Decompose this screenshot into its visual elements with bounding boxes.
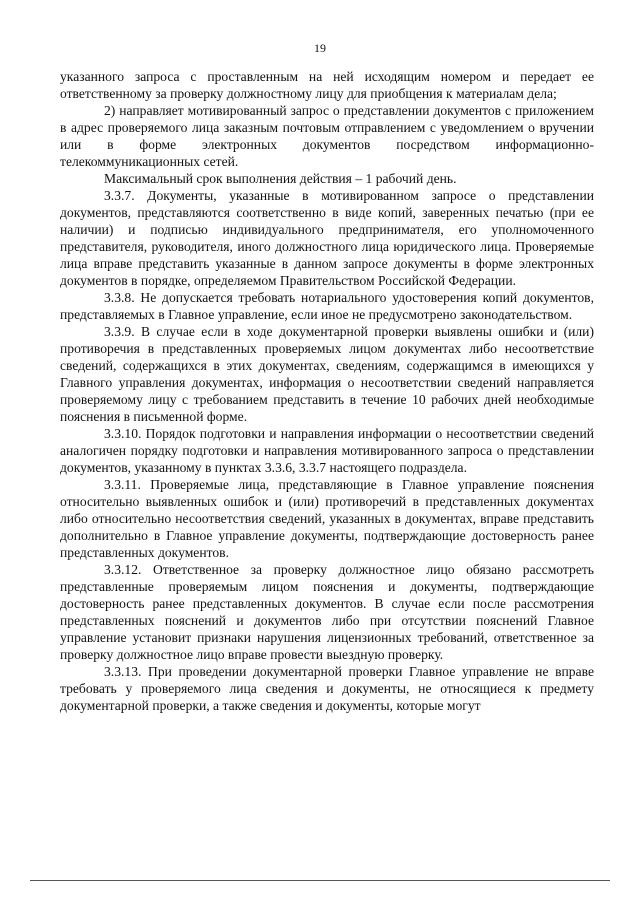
paragraph-max-duration: Максимальный срок выполнения действия – 1 рабочий день. — [104, 171, 457, 186]
paragraph-3-3-7: 3.3.7. Документы, указанные в мотивированном запросе о представлении документов, представляются соответственно в виде копий, заверенных печатью (при ее наличии) и подписью индивидуального предпринимателя, его уполномоченного представителя, руководителя, иного должностного лица юридического лица. Проверяемые лица вправе представить указанные в данном запросе документы в форме электронных документов в порядке, определяемом Правительством Российской Федерации. — [60, 188, 594, 288]
paragraph-3-3-13: 3.3.13. При проведении документарной проверки Главное управление не вправе требовать у проверяемого лица сведения и документы, не относящиеся к предмету документарной проверки, а также сведения и документы, которые могут — [60, 664, 594, 713]
paragraph-3-3-12: 3.3.12. Ответственное за проверку должностное лицо обязано рассмотреть представленные проверяемым лицом пояснения и документы, подтверждающие достоверность ранее представленных документов. В случае если после рассмотрения представленных пояснений и документов либо при отсутствии пояснений Главное управление установит признаки нарушения лицензионных требований, ответственное за проверку должностное лицо вправе провести выездную проверку. — [60, 562, 594, 662]
paragraph-3-3-8: 3.3.8. Не допускается требовать нотариального удостоверения копий документов, представляемых в Главное управление, если иное не предусмотрено законодательством. — [60, 290, 594, 322]
paragraph-3-3-11: 3.3.11. Проверяемые лица, представляющие в Главное управление пояснения относительно выявленных ошибок и (или) противоречий в представленных документах либо относительно несоответствия сведений, указанных в документах, вправе представить дополнительно в Главное управление документы, подтверждающие достоверность ранее представленных документов. — [60, 477, 594, 560]
document-body — [60, 68, 594, 714]
paragraph-continuation: указанного запроса с проставленным на ней исходящим номером и передает ее ответственному за проверку должностному лицу для приобщения к материалам дела; — [60, 69, 594, 101]
paragraph-3-3-10: 3.3.10. Порядок подготовки и направления информации о несоответствии сведений аналогичен порядку подготовки и направления мотивированного запроса о представлении документов, указанному в пунктах 3.3.6, 3.3.7 настоящего подраздела. — [60, 426, 594, 475]
page-number: 19 — [314, 41, 326, 55]
footer-divider — [30, 880, 610, 881]
paragraph-item-2: 2) направляет мотивированный запрос о представлении документов с приложением в адрес проверяемого лица заказным почтовым отправлением с уведомлением о вручении или в форме электронных документов посредством информационно-телекоммуникационных сетей. — [60, 103, 594, 169]
paragraph-3-3-9: 3.3.9. В случае если в ходе документарной проверки выявлены ошибки и (или) противоречия в представленных проверяемых лицом документах либо несоответствие сведений, содержащихся в этих документах, сведениям, содержащимся в имеющихся у Главного управления документах, информация о несоответствии сведений направляется проверяемому лицу с требованием представить в течение 10 рабочих дней необходимые пояснения в письменной форме. — [60, 324, 594, 424]
